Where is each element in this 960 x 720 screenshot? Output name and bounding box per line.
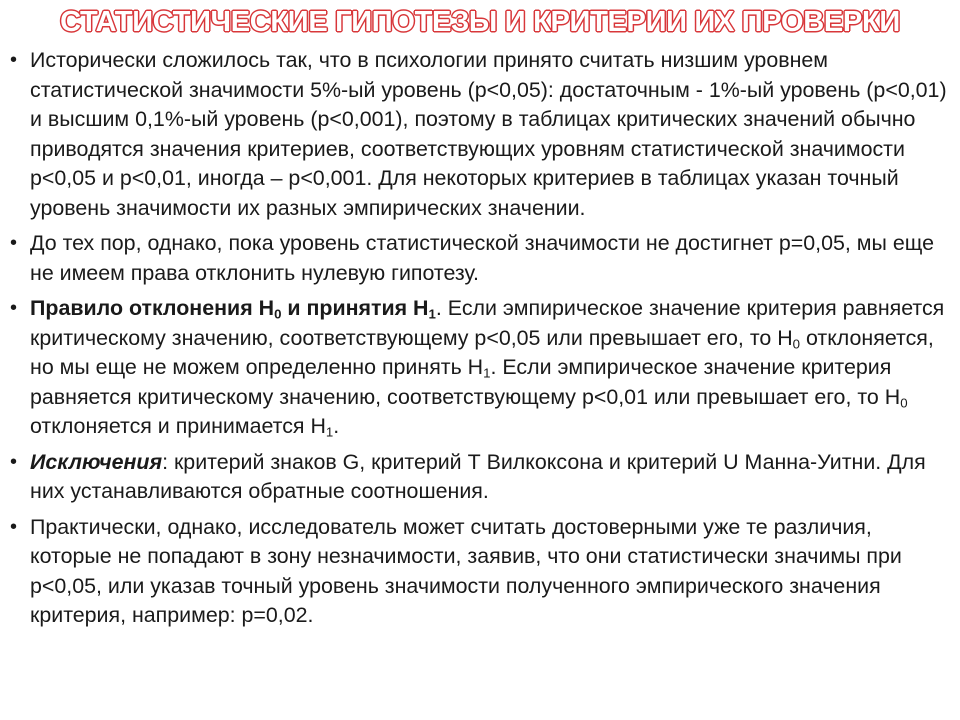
bullet-dot-icon: • — [10, 450, 18, 473]
bullet-item-4 — [8, 448, 948, 507]
bullet-text: Практически, однако, исследователь может считать достоверными уже те различия, которые не попадают в зону незначимости, заявив, что они статистически значимы при р<0,05, или указав точный уровень значимости полученного эмпирического значения критерия, например: р=0,02. — [30, 514, 902, 627]
bullet-dot-icon: • — [10, 515, 18, 538]
bullet-item-3 — [8, 294, 948, 442]
bullet-text: До тех пор, однако, пока уровень статистической значимости не достигнет р=0,05, мы еще не имеем права отклонить нулевую гипотезу. — [30, 231, 934, 285]
rule-heading-end: . — [435, 296, 442, 320]
slide-title: СТАТИСТИЧЕСКИЕ ГИПОТЕЗЫ И КРИТЕРИИ ИХ ПРОВЕРКИ — [60, 6, 900, 38]
bullet-text: : критерий знаков G, критерий Т Вилкоксона и критерий U Манна-Уитни. Для них устанавливаются обратные соотношения. — [30, 449, 926, 503]
bullet-dot-icon: • — [10, 49, 18, 71]
bullet-text: Исторически сложилось так, что в психологии принято считать низшим уровнем статистической значимости 5%-ый уровень (р<0,05): достаточным - 1%-ый уровень (р<0,01) и высшим 0,1%-ый уровень (р<0,001), поэтому в таблицах критических значений обычно приводятся значения критериев, соответствующих уровням статистической значимости р<0,05 и р<0,01, иногда – р<0,001. Для некоторых критериев в таблицах указан точный уровень значимости их разных эмпирических значении. — [30, 48, 947, 220]
bullet-item-1 — [8, 46, 948, 223]
exceptions-heading: Исключения — [30, 449, 163, 474]
bullet-list — [8, 46, 948, 637]
rule-heading: Правило отклонения $Н_0$ и принятия $Н_1$ — [30, 296, 436, 322]
bullet-item-5 — [8, 513, 948, 631]
bullet-text: Если эмпирическое значение критерия равняется критическому значению, соответствующему р<0,05 или превышает его, то $Н_0$ отклоняется, но мы еще не можем определенно принять $Н_1$. Если эмпирическое значение критерия равняется критическому значению, соответствующему р<0,01 или превышает его, то $Н_0$ отклоняется и принимается $Н_1$. — [30, 296, 945, 440]
bullet-dot-icon: • — [10, 297, 18, 319]
bullet-dot-icon: • — [10, 232, 18, 254]
bullet-item-2 — [8, 229, 948, 288]
